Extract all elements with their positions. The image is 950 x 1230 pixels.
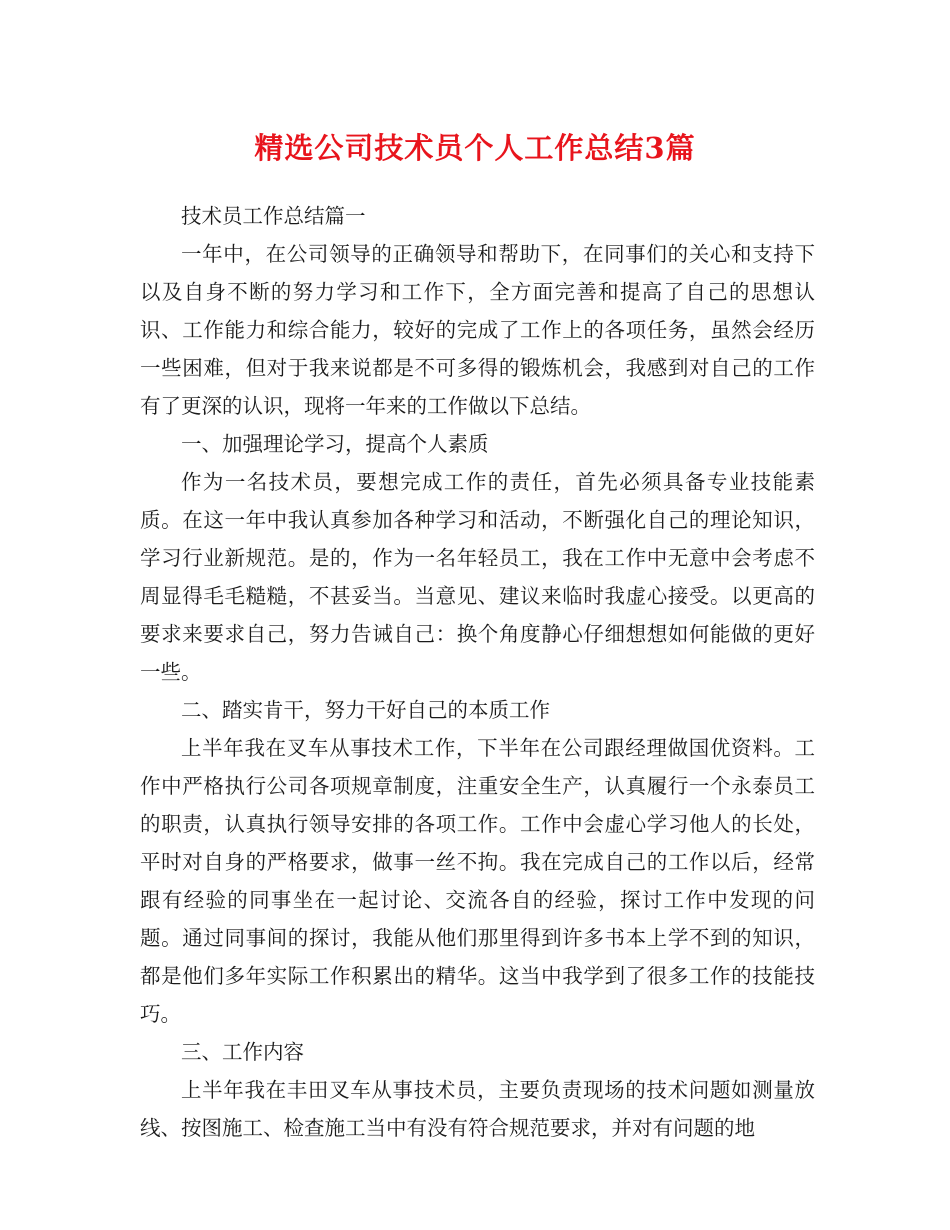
- body-paragraph: 一年中，在公司领导的正确领导和帮助下，在同事们的关心和支持下以及自身不断的努力学习和工作下，全方面完善和提高了自己的思想认识、工作能力和综合能力，较好的完成了工作上的各项任务，虽然会经历一些困难，但对于我来说都是不可多得的锻炼机会，我感到对自己的工作有了更深的认识，现将一年来的工作做以下总结。: [140, 242, 815, 418]
- body-paragraph: 作为一名技术员，要想完成工作的责任，首先必须具备专业技能素质。在这一年中我认真参加各种学习和活动，不断强化自己的理论知识，学习行业新规范。是的，作为一名年轻员工，我在工作中无意中会考虑不周显得毛毛糙糙，不甚妥当。当意见、建议来临时我虚心接受。以更高的要求来要求自己，努力告诫自己：换个角度静心仔细想想如何能做的更好一些。: [140, 470, 815, 684]
- body-paragraph: 上半年我在叉车从事技术工作，下半年在公司跟经理做国优资料。工作中严格执行公司各项规章制度，注重安全生产，认真履行一个永泰员工的职责，认真执行领导安排的各项工作。工作中会虚心学习他人的长处，平时对自身的严格要求，做事一丝不拘。我在完成自己的工作以后，经常跟有经验的同事坐在一起讨论、交流各自的经验，探讨工作中发现的问题。通过同事间的探讨，我能从他们那里得到许多书本上学不到的知识，都是他们多年实际工作积累出的精华。这当中我学到了很多工作的技能技巧。: [140, 736, 815, 1026]
- subheading-3: 三、工作内容: [181, 1040, 304, 1064]
- document-body: [140, 197, 815, 1147]
- section-heading-1: 技术员工作总结篇一: [181, 204, 366, 228]
- body-paragraph: 上半年我在丰田叉车从事技术员，主要负责现场的技术问题如测量放线、按图施工、检查施工当中有没有符合规范要求，并对有问题的地: [140, 1078, 815, 1140]
- subheading-2: 二、踏实肯干，努力干好自己的本质工作: [181, 698, 550, 722]
- document-title: 精选公司技术员个人工作总结3篇: [254, 131, 696, 165]
- subheading-1: 一、加强理论学习，提高个人素质: [181, 432, 489, 456]
